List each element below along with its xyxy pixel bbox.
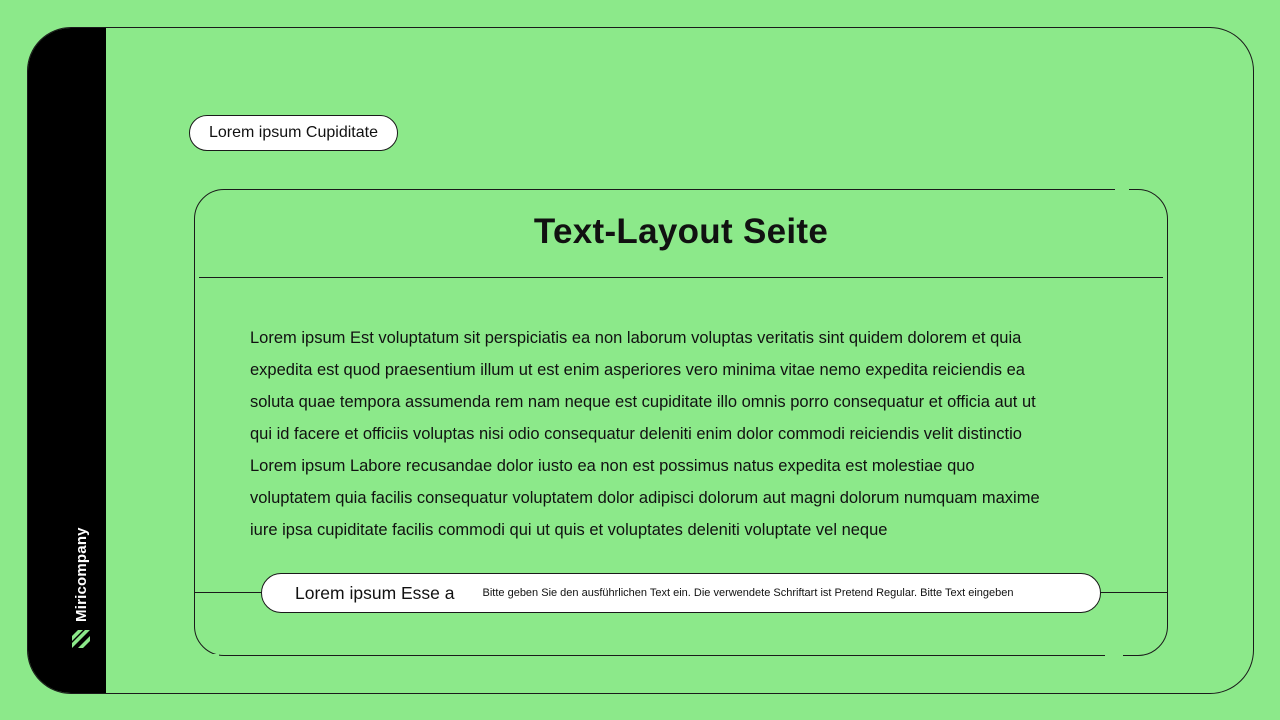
- body-line: qui id facere et officiis voluptas nisi odio consequatur deleniti enim dolor commodi reiciendis velit distinctio: [250, 425, 1022, 443]
- info-bar-connector-right: [1100, 592, 1168, 593]
- info-bar-title: Lorem ipsum Esse a: [295, 582, 455, 603]
- title-divider: [199, 277, 1163, 278]
- body-line: Lorem ipsum Labore recusandae dolor iusto ea non est possimus natus expedita est molestiae quo: [250, 457, 975, 475]
- brand: [72, 527, 90, 648]
- info-bar-description: Bitte geben Sie den ausführlichen Text ein. Die verwendete Schriftart ist Pretend Regular. Bitte Text eingeben: [482, 587, 1014, 599]
- card-border-gap: [1105, 654, 1123, 658]
- stripes-logo-icon: [72, 630, 90, 648]
- body-line: Lorem ipsum Est voluptatum sit perspiciatis ea non laborum voluptas veritatis sint quidem dolorem et quia: [250, 329, 1022, 347]
- brand-name: Miricompany: [72, 527, 90, 622]
- info-bar: [261, 573, 1101, 613]
- card-border-gap: [1115, 187, 1129, 191]
- card-border-gap: [207, 654, 219, 658]
- body-line: expedita est quod praesentium illum ut est enim asperiores vero minima vitae nemo expedita reiciendis ea: [250, 361, 1025, 379]
- body-line: iure ipsa cupiditate facilis commodi qui ut quis et voluptates deleniti voluptate vel neque: [250, 521, 888, 539]
- body-line: voluptatem quia facilis consequatur voluptatem dolor adipisci dolorum aut magni dolorum numquam maxime: [250, 489, 1040, 507]
- page-title: Text-Layout Seite: [533, 212, 829, 251]
- body-text: [250, 322, 1120, 546]
- info-bar-connector-left: [194, 592, 262, 593]
- section-tag: Lorem ipsum Cupiditate: [189, 115, 398, 151]
- body-line: soluta quae tempora assumenda rem nam neque est cupiditate illo omnis porro consequatur et officia aut ut: [250, 393, 1036, 411]
- sidebar: [28, 28, 106, 693]
